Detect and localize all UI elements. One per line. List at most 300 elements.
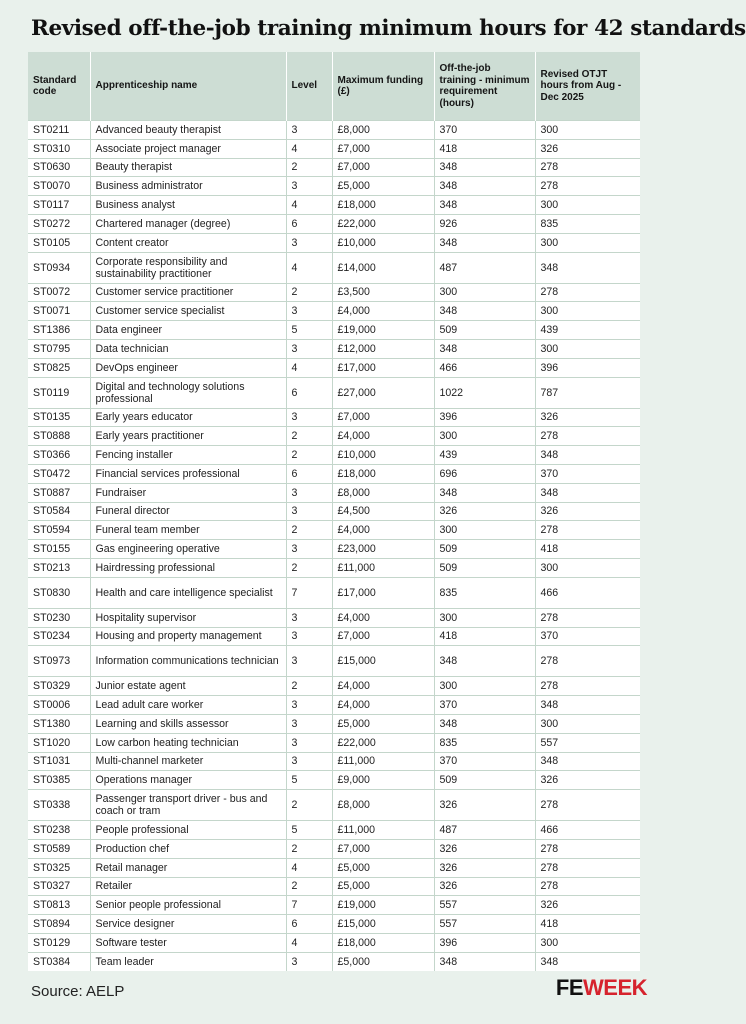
cell-apprenticeship-name: Early years educator — [90, 408, 286, 427]
cell-otjt-minimum: 300 — [434, 283, 535, 302]
table-row — [28, 427, 640, 446]
cell-standard-code: ST0830 — [28, 577, 90, 608]
table-row — [28, 915, 640, 934]
cell-revised-otjt: 326 — [535, 771, 640, 790]
cell-level: 4 — [286, 933, 332, 952]
cell-apprenticeship-name: Service designer — [90, 915, 286, 934]
cell-standard-code: ST0894 — [28, 915, 90, 934]
cell-apprenticeship-name: Hairdressing professional — [90, 558, 286, 577]
cell-standard-code: ST0272 — [28, 214, 90, 233]
cell-otjt-minimum: 300 — [434, 521, 535, 540]
cell-level: 2 — [286, 877, 332, 896]
cell-level: 6 — [286, 377, 332, 408]
cell-revised-otjt: 278 — [535, 427, 640, 446]
table-row — [28, 502, 640, 521]
cell-level: 4 — [286, 358, 332, 377]
cell-maximum-funding: £18,000 — [332, 464, 434, 483]
cell-apprenticeship-name: Housing and property management — [90, 627, 286, 646]
cell-maximum-funding: £4,000 — [332, 302, 434, 321]
cell-maximum-funding: £4,000 — [332, 696, 434, 715]
cell-otjt-minimum: 509 — [434, 321, 535, 340]
cell-standard-code: ST0230 — [28, 608, 90, 627]
cell-standard-code: ST0119 — [28, 377, 90, 408]
table-row — [28, 446, 640, 465]
cell-apprenticeship-name: Beauty therapist — [90, 158, 286, 177]
header-revised-otjt: Revised OTJT hours from Aug - Dec 2025 — [535, 52, 640, 121]
header-otjt-minimum: Off-the-job training - minimum requirement (hours) — [434, 52, 535, 121]
cell-otjt-minimum: 466 — [434, 358, 535, 377]
table-row — [28, 302, 640, 321]
cell-revised-otjt: 278 — [535, 521, 640, 540]
cell-maximum-funding: £18,000 — [332, 933, 434, 952]
cell-revised-otjt: 326 — [535, 502, 640, 521]
cell-standard-code: ST0795 — [28, 339, 90, 358]
cell-revised-otjt: 278 — [535, 608, 640, 627]
table-body — [28, 121, 640, 971]
cell-maximum-funding: £8,000 — [332, 121, 434, 140]
table-row — [28, 321, 640, 340]
cell-level: 2 — [286, 521, 332, 540]
cell-level: 3 — [286, 408, 332, 427]
cell-otjt-minimum: 835 — [434, 577, 535, 608]
cell-otjt-minimum: 348 — [434, 158, 535, 177]
cell-level: 3 — [286, 177, 332, 196]
cell-standard-code: ST0472 — [28, 464, 90, 483]
cell-apprenticeship-name: Customer service practitioner — [90, 283, 286, 302]
cell-level: 2 — [286, 558, 332, 577]
table-row — [28, 714, 640, 733]
cell-revised-otjt: 278 — [535, 858, 640, 877]
cell-standard-code: ST0329 — [28, 677, 90, 696]
table-header — [28, 52, 640, 121]
cell-apprenticeship-name: Junior estate agent — [90, 677, 286, 696]
cell-level: 4 — [286, 196, 332, 215]
table-row — [28, 821, 640, 840]
cell-maximum-funding: £12,000 — [332, 339, 434, 358]
cell-maximum-funding: £9,000 — [332, 771, 434, 790]
cell-otjt-minimum: 348 — [434, 339, 535, 358]
cell-apprenticeship-name: DevOps engineer — [90, 358, 286, 377]
logo-week: WEEK — [583, 975, 647, 1000]
cell-maximum-funding: £4,000 — [332, 521, 434, 540]
cell-level: 4 — [286, 139, 332, 158]
cell-apprenticeship-name: People professional — [90, 821, 286, 840]
cell-standard-code: ST0310 — [28, 139, 90, 158]
cell-level: 2 — [286, 158, 332, 177]
table-row — [28, 696, 640, 715]
header-level: Level — [286, 52, 332, 121]
table-row — [28, 558, 640, 577]
table-row — [28, 377, 640, 408]
table-row — [28, 483, 640, 502]
table-row — [28, 283, 640, 302]
cell-standard-code: ST0366 — [28, 446, 90, 465]
table-row — [28, 790, 640, 821]
cell-standard-code: ST0070 — [28, 177, 90, 196]
cell-revised-otjt: 348 — [535, 252, 640, 283]
cell-apprenticeship-name: Business analyst — [90, 196, 286, 215]
source-note: Source: AELP — [31, 983, 125, 1000]
cell-level: 3 — [286, 302, 332, 321]
cell-revised-otjt: 278 — [535, 646, 640, 677]
cell-level: 3 — [286, 540, 332, 559]
cell-maximum-funding: £3,500 — [332, 283, 434, 302]
table-row — [28, 646, 640, 677]
cell-otjt-minimum: 487 — [434, 821, 535, 840]
cell-otjt-minimum: 487 — [434, 252, 535, 283]
cell-standard-code: ST0327 — [28, 877, 90, 896]
cell-revised-otjt: 396 — [535, 358, 640, 377]
cell-otjt-minimum: 300 — [434, 608, 535, 627]
cell-level: 2 — [286, 839, 332, 858]
cell-revised-otjt: 278 — [535, 177, 640, 196]
cell-standard-code: ST1020 — [28, 733, 90, 752]
table-row — [28, 408, 640, 427]
cell-revised-otjt: 466 — [535, 577, 640, 608]
cell-otjt-minimum: 348 — [434, 196, 535, 215]
cell-standard-code: ST0589 — [28, 839, 90, 858]
header-apprenticeship-name: Apprenticeship name — [90, 52, 286, 121]
cell-maximum-funding: £4,000 — [332, 427, 434, 446]
cell-apprenticeship-name: Funeral team member — [90, 521, 286, 540]
cell-otjt-minimum: 696 — [434, 464, 535, 483]
cell-revised-otjt: 787 — [535, 377, 640, 408]
cell-apprenticeship-name: Early years practitioner — [90, 427, 286, 446]
cell-otjt-minimum: 348 — [434, 952, 535, 971]
cell-revised-otjt: 278 — [535, 283, 640, 302]
cell-standard-code: ST0117 — [28, 196, 90, 215]
table-row — [28, 158, 640, 177]
cell-apprenticeship-name: Customer service specialist — [90, 302, 286, 321]
table-row — [28, 933, 640, 952]
cell-apprenticeship-name: Lead adult care worker — [90, 696, 286, 715]
cell-revised-otjt: 300 — [535, 196, 640, 215]
table-row — [28, 627, 640, 646]
cell-revised-otjt: 278 — [535, 677, 640, 696]
cell-revised-otjt: 466 — [535, 821, 640, 840]
table-row — [28, 233, 640, 252]
cell-level: 2 — [286, 283, 332, 302]
cell-otjt-minimum: 348 — [434, 302, 535, 321]
cell-standard-code: ST1031 — [28, 752, 90, 771]
cell-revised-otjt: 348 — [535, 446, 640, 465]
cell-apprenticeship-name: Multi-channel marketer — [90, 752, 286, 771]
cell-maximum-funding: £7,000 — [332, 627, 434, 646]
cell-level: 2 — [286, 427, 332, 446]
table-row — [28, 121, 640, 140]
cell-maximum-funding: £18,000 — [332, 196, 434, 215]
table-row — [28, 196, 640, 215]
table-row — [28, 733, 640, 752]
table-row — [28, 858, 640, 877]
cell-apprenticeship-name: Fencing installer — [90, 446, 286, 465]
cell-apprenticeship-name: Gas engineering operative — [90, 540, 286, 559]
cell-apprenticeship-name: Hospitality supervisor — [90, 608, 286, 627]
cell-maximum-funding: £22,000 — [332, 214, 434, 233]
cell-revised-otjt: 326 — [535, 896, 640, 915]
cell-standard-code: ST0325 — [28, 858, 90, 877]
table-row — [28, 521, 640, 540]
table-row — [28, 339, 640, 358]
cell-revised-otjt: 439 — [535, 321, 640, 340]
cell-level: 3 — [286, 646, 332, 677]
cell-maximum-funding: £15,000 — [332, 915, 434, 934]
cell-maximum-funding: £5,000 — [332, 177, 434, 196]
cell-level: 4 — [286, 252, 332, 283]
cell-level: 6 — [286, 464, 332, 483]
cell-maximum-funding: £27,000 — [332, 377, 434, 408]
cell-maximum-funding: £17,000 — [332, 577, 434, 608]
cell-apprenticeship-name: Fundraiser — [90, 483, 286, 502]
table-row — [28, 464, 640, 483]
cell-standard-code: ST0129 — [28, 933, 90, 952]
cell-level: 7 — [286, 896, 332, 915]
cell-otjt-minimum: 1022 — [434, 377, 535, 408]
cell-standard-code: ST0105 — [28, 233, 90, 252]
cell-otjt-minimum: 326 — [434, 839, 535, 858]
cell-maximum-funding: £15,000 — [332, 646, 434, 677]
cell-level: 5 — [286, 321, 332, 340]
cell-maximum-funding: £14,000 — [332, 252, 434, 283]
table-row — [28, 139, 640, 158]
cell-revised-otjt: 278 — [535, 877, 640, 896]
cell-otjt-minimum: 348 — [434, 483, 535, 502]
table-row — [28, 771, 640, 790]
cell-revised-otjt: 370 — [535, 464, 640, 483]
cell-level: 5 — [286, 771, 332, 790]
cell-standard-code: ST0234 — [28, 627, 90, 646]
cell-maximum-funding: £11,000 — [332, 821, 434, 840]
cell-otjt-minimum: 509 — [434, 771, 535, 790]
cell-maximum-funding: £7,000 — [332, 139, 434, 158]
table-row — [28, 214, 640, 233]
cell-apprenticeship-name: Information communications technician — [90, 646, 286, 677]
cell-otjt-minimum: 370 — [434, 121, 535, 140]
cell-revised-otjt: 557 — [535, 733, 640, 752]
cell-otjt-minimum: 396 — [434, 408, 535, 427]
cell-apprenticeship-name: Advanced beauty therapist — [90, 121, 286, 140]
cell-maximum-funding: £11,000 — [332, 558, 434, 577]
cell-maximum-funding: £23,000 — [332, 540, 434, 559]
cell-standard-code: ST1380 — [28, 714, 90, 733]
table-row — [28, 677, 640, 696]
cell-apprenticeship-name: Corporate responsibility and sustainability practitioner — [90, 252, 286, 283]
cell-apprenticeship-name: Digital and technology solutions professional — [90, 377, 286, 408]
cell-standard-code: ST0630 — [28, 158, 90, 177]
cell-maximum-funding: £4,000 — [332, 608, 434, 627]
cell-level: 2 — [286, 446, 332, 465]
cell-maximum-funding: £10,000 — [332, 233, 434, 252]
cell-standard-code: ST0934 — [28, 252, 90, 283]
cell-level: 3 — [286, 483, 332, 502]
table-row — [28, 952, 640, 971]
cell-maximum-funding: £10,000 — [332, 446, 434, 465]
cell-otjt-minimum: 370 — [434, 752, 535, 771]
cell-apprenticeship-name: Business administrator — [90, 177, 286, 196]
data-table — [28, 52, 640, 971]
cell-revised-otjt: 348 — [535, 483, 640, 502]
cell-revised-otjt: 326 — [535, 139, 640, 158]
cell-maximum-funding: £5,000 — [332, 877, 434, 896]
cell-otjt-minimum: 326 — [434, 502, 535, 521]
cell-otjt-minimum: 348 — [434, 233, 535, 252]
header-maximum-funding: Maximum funding (£) — [332, 52, 434, 121]
cell-standard-code: ST0135 — [28, 408, 90, 427]
cell-revised-otjt: 835 — [535, 214, 640, 233]
cell-apprenticeship-name: Senior people professional — [90, 896, 286, 915]
cell-apprenticeship-name: Financial services professional — [90, 464, 286, 483]
table-row — [28, 540, 640, 559]
cell-level: 6 — [286, 214, 332, 233]
cell-standard-code: ST0888 — [28, 427, 90, 446]
cell-otjt-minimum: 348 — [434, 177, 535, 196]
cell-standard-code: ST0973 — [28, 646, 90, 677]
cell-standard-code: ST0385 — [28, 771, 90, 790]
cell-level: 2 — [286, 790, 332, 821]
cell-standard-code: ST0211 — [28, 121, 90, 140]
cell-otjt-minimum: 557 — [434, 896, 535, 915]
cell-standard-code: ST0384 — [28, 952, 90, 971]
cell-level: 5 — [286, 821, 332, 840]
table-row — [28, 577, 640, 608]
cell-standard-code: ST0072 — [28, 283, 90, 302]
table-row — [28, 877, 640, 896]
cell-apprenticeship-name: Low carbon heating technician — [90, 733, 286, 752]
cell-maximum-funding: £22,000 — [332, 733, 434, 752]
cell-apprenticeship-name: Team leader — [90, 952, 286, 971]
cell-level: 3 — [286, 339, 332, 358]
cell-apprenticeship-name: Data technician — [90, 339, 286, 358]
cell-maximum-funding: £19,000 — [332, 321, 434, 340]
cell-otjt-minimum: 300 — [434, 677, 535, 696]
cell-standard-code: ST0006 — [28, 696, 90, 715]
cell-otjt-minimum: 926 — [434, 214, 535, 233]
cell-apprenticeship-name: Chartered manager (degree) — [90, 214, 286, 233]
cell-apprenticeship-name: Production chef — [90, 839, 286, 858]
cell-maximum-funding: £8,000 — [332, 790, 434, 821]
cell-otjt-minimum: 557 — [434, 915, 535, 934]
cell-maximum-funding: £4,000 — [332, 677, 434, 696]
cell-revised-otjt: 300 — [535, 714, 640, 733]
cell-level: 3 — [286, 952, 332, 971]
cell-maximum-funding: £5,000 — [332, 952, 434, 971]
cell-level: 6 — [286, 915, 332, 934]
cell-otjt-minimum: 326 — [434, 877, 535, 896]
cell-revised-otjt: 300 — [535, 121, 640, 140]
cell-otjt-minimum: 439 — [434, 446, 535, 465]
cell-otjt-minimum: 370 — [434, 696, 535, 715]
cell-level: 3 — [286, 121, 332, 140]
table-row — [28, 177, 640, 196]
cell-apprenticeship-name: Funeral director — [90, 502, 286, 521]
cell-revised-otjt: 278 — [535, 839, 640, 858]
cell-maximum-funding: £7,000 — [332, 839, 434, 858]
cell-otjt-minimum: 348 — [434, 646, 535, 677]
cell-otjt-minimum: 509 — [434, 558, 535, 577]
cell-maximum-funding: £8,000 — [332, 483, 434, 502]
cell-revised-otjt: 300 — [535, 233, 640, 252]
cell-standard-code: ST0071 — [28, 302, 90, 321]
cell-standard-code: ST0825 — [28, 358, 90, 377]
cell-apprenticeship-name: Data engineer — [90, 321, 286, 340]
cell-apprenticeship-name: Associate project manager — [90, 139, 286, 158]
cell-revised-otjt: 348 — [535, 696, 640, 715]
cell-revised-otjt: 418 — [535, 540, 640, 559]
cell-apprenticeship-name: Passenger transport driver - bus and coach or tram — [90, 790, 286, 821]
cell-apprenticeship-name: Retail manager — [90, 858, 286, 877]
cell-revised-otjt: 348 — [535, 752, 640, 771]
cell-revised-otjt: 300 — [535, 558, 640, 577]
cell-standard-code: ST0338 — [28, 790, 90, 821]
cell-otjt-minimum: 418 — [434, 627, 535, 646]
cell-otjt-minimum: 326 — [434, 790, 535, 821]
cell-revised-otjt: 418 — [535, 915, 640, 934]
cell-apprenticeship-name: Learning and skills assessor — [90, 714, 286, 733]
cell-level: 3 — [286, 608, 332, 627]
cell-standard-code: ST0594 — [28, 521, 90, 540]
cell-standard-code: ST0813 — [28, 896, 90, 915]
header-standard-code: Standard code — [28, 52, 90, 121]
cell-standard-code: ST0584 — [28, 502, 90, 521]
cell-apprenticeship-name: Retailer — [90, 877, 286, 896]
logo-fe: FE — [555, 975, 583, 1000]
cell-revised-otjt: 300 — [535, 933, 640, 952]
cell-revised-otjt: 348 — [535, 952, 640, 971]
table-row — [28, 896, 640, 915]
cell-revised-otjt: 326 — [535, 408, 640, 427]
table-row — [28, 839, 640, 858]
table-row — [28, 752, 640, 771]
cell-maximum-funding: £7,000 — [332, 408, 434, 427]
cell-standard-code: ST1386 — [28, 321, 90, 340]
cell-standard-code: ST0155 — [28, 540, 90, 559]
cell-otjt-minimum: 509 — [434, 540, 535, 559]
cell-apprenticeship-name: Operations manager — [90, 771, 286, 790]
table-row — [28, 608, 640, 627]
table-row — [28, 252, 640, 283]
cell-level: 3 — [286, 233, 332, 252]
cell-maximum-funding: £11,000 — [332, 752, 434, 771]
cell-maximum-funding: £17,000 — [332, 358, 434, 377]
cell-level: 7 — [286, 577, 332, 608]
cell-maximum-funding: £7,000 — [332, 158, 434, 177]
cell-maximum-funding: £4,500 — [332, 502, 434, 521]
cell-apprenticeship-name: Health and care intelligence specialist — [90, 577, 286, 608]
cell-level: 3 — [286, 733, 332, 752]
cell-maximum-funding: £5,000 — [332, 858, 434, 877]
cell-level: 4 — [286, 858, 332, 877]
cell-otjt-minimum: 835 — [434, 733, 535, 752]
cell-revised-otjt: 300 — [535, 339, 640, 358]
cell-standard-code: ST0238 — [28, 821, 90, 840]
cell-level: 3 — [286, 714, 332, 733]
cell-apprenticeship-name: Content creator — [90, 233, 286, 252]
cell-otjt-minimum: 348 — [434, 714, 535, 733]
cell-standard-code: ST0213 — [28, 558, 90, 577]
header-row — [28, 52, 640, 121]
cell-revised-otjt: 300 — [535, 302, 640, 321]
cell-level: 3 — [286, 752, 332, 771]
page-title: Revised off-the-job training minimum hours for 42 standards — [31, 16, 746, 41]
cell-standard-code: ST0887 — [28, 483, 90, 502]
cell-level: 3 — [286, 502, 332, 521]
cell-revised-otjt: 278 — [535, 790, 640, 821]
cell-maximum-funding: £5,000 — [332, 714, 434, 733]
cell-apprenticeship-name: Software tester — [90, 933, 286, 952]
cell-level: 3 — [286, 627, 332, 646]
cell-level: 2 — [286, 677, 332, 696]
fe-week-logo — [556, 975, 647, 1001]
